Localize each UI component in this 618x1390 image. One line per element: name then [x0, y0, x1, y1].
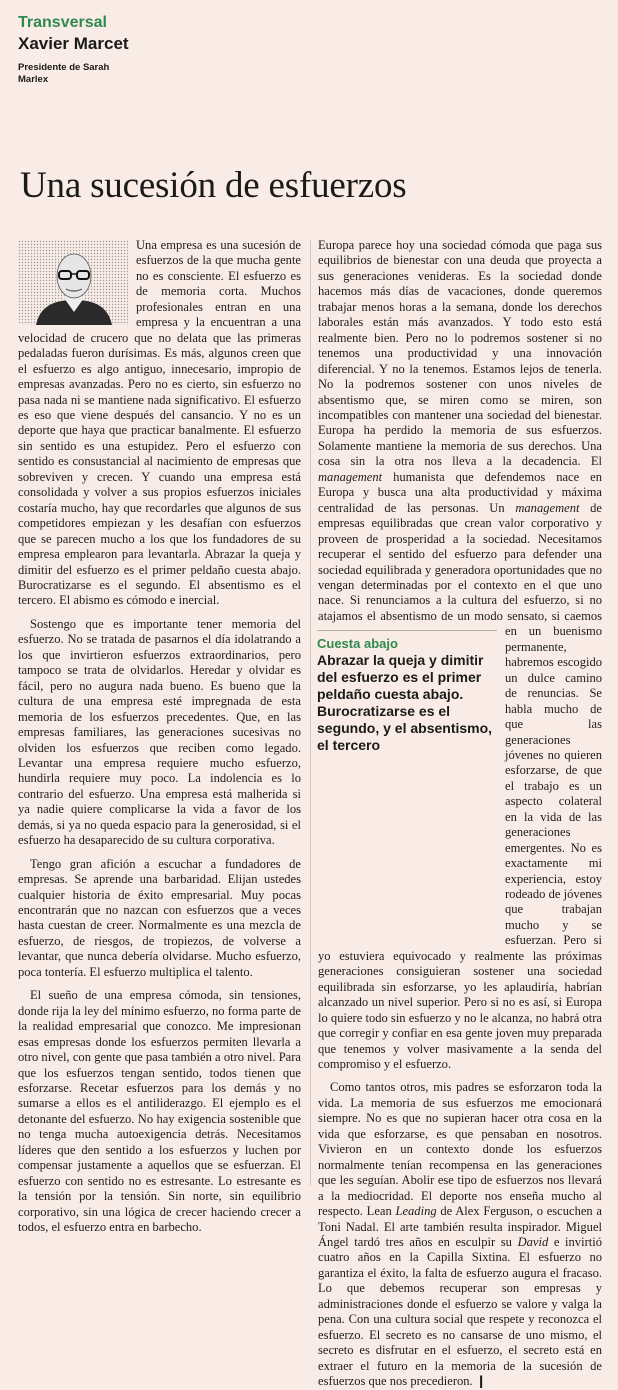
paragraph: El sueño de una empresa cómoda, sin tensiones, donde rija la ley del mínimo esfuerzo, no forma parte de la realidad empresarial que conozco. Me impresionan esas empresas donde los esfuerzos permiten llevarla a otro nivel, con gente que pasa también a otro nivel. Para que los esfuerzos tengan sentido, todos tienen que esforzarse. Recetar esfuerzos para los demás y no sumarse a ellos es el antiliderazgo. El ejemplo es el detonante del esfuerzo. No hay exigencia sostenible que no tenga mucha autoexigencia detrás. Necesitamos líderes que den sentido a los esfuerzos y luchen por compensar justamente a aquellos que se esfuerzan. El esfuerzo con sentido no es estresante. Lo estresante es la tensión por la tensión. Sin norte, sin equilibrio corporativo, sin una lógica de crecer haciendo crecer a todos, el esfuerzo entra en barbecho. [18, 988, 301, 1235]
section-label: Transversal [18, 14, 107, 31]
pull-quote-label: Cuesta abajo [317, 630, 497, 652]
pull-quote-text: Abrazar la queja y dimitir del esfuerzo es el primer peldaño cuesta abajo. Burocratizarse es el segundo, y el absentismo, el tercero [317, 652, 493, 754]
paragraph: Como tantos otros, mis padres se esforzaron toda la vida. La memoria de sus esfuerzos me emocionará siempre. No es que no supieran hacer otra cosa en la vida que esforzarse, es que pensaban en nosotros. Vivieron en un contexto donde los esfuerzos normalmente tenían recompensa en las generaciones que les seguían. Abolir ese tipo de esfuerzos nos llevará a la mediocridad. El deporte nos enseña mucho al respecto. Lean Leading de Alex Ferguson, o escuchen a Toni Nadal. El arte también resulta inspirador. Miguel Ángel tardó tres años en esculpir su David e invirtió cuatro años en la Capilla Sixtina. El esfuerzo no garantiza el éxito, la falta de esfuerzo augura el fracaso. Lo que debemos recuperar son empresas y administraciones donde el esfuerzo se valore y valga la pena. Con una cultura social que respete y reconozca el esfuerzo. El secreto es no cansarse de uno mismo, el secreto es disfrutar en el esfuerzo, el secreto está en extraer el futuro en la memoria de la sucesión de esfuerzos que nos precedieron. ❙ [318, 1080, 602, 1389]
paragraph: Tengo gran afición a escuchar a fundadores de empresas. Se aprende una barbaridad. Elijan ustedes cualquier historia de éxito empresarial. Muy pocas encontrarán que no nazcan con esfuerzos que a veces hasta cuestan de creer. Normalmente es una mezcla de esfuerzo, de riesgos, de tropiezos, de volverse a levantar, que nunca debería olvidarse. Mucho esfuerzo, poca tontería. El esfuerzo multiplica el talento. [18, 856, 301, 979]
paragraph: Una empresa es una sucesión de esfuerzos de la que mucha gente no es consciente. El esfuerzo es de memoria corta. Muchos profesionales entran en una empresa y la encuentran a una velocidad de crucero que no delata que las primeras pedaladas fueron durísimas. Es más, algunos creen que el esfuerzo es algo antiguo, innecesario, impropio de empresas avanzadas. Pero no es cierto, sin esfuerzo no pasa nada ni se mantiene nada significativo. El esfuerzo es eso que viene después del cansancio. Y no es un deporte que haya que practicar banalmente. El esfuerzo sin sentido es una estupidez. Pero el esfuerzo con sentido es consustancial al nacimiento de empresas que sobreviven y crecen. Y cuando una empresa está consolidada y volver a sus propios esfuerzos iniciales costaría mucho, hay que recordarles que algunos de sus competidores empiezan y les desafían con esfuerzos que se parecen mucho a los que los fundadores de su empresa emplearon para levantarla. Abrazar la queja y dimitir del esfuerzo es el primer peldaño cuesta abajo. Burocratizarse es el segundo. El absentismo es el tercero. El abismo es cómodo e inercial. [18, 238, 301, 608]
column-divider [310, 240, 311, 1185]
left-column [18, 238, 301, 1236]
author-photo [18, 240, 128, 325]
pull-quote [317, 630, 497, 930]
paragraph: Europa parece hoy una sociedad cómoda que paga sus equilibrios de bienestar con una deuda que proyecta a sus generaciones venideras. Es la sociedad donde hacemos más días de vacaciones, donde queremos trabajar menos horas a la semana, donde los derechos laborales están más avanzados. Y todo esto está realmente bien. Pero no lo podremos sostener si no tenemos una productividad y una innovación diferencial. Y no la tenemos. Estamos lejos de tenerla. No la podremos sostener con unos niveles de absentismo que, se miren como se miren, son incompatibles con mantener una sociedad del bienestar. Europa ha perdido la memoria de sus esfuerzos. Solamente mantiene la memoria de sus derechos. Una cosa sin la otra nos lleva a la decadencia. El management humanista que defendemos nace en Europa y busca una alta productividad y máxima centralidad de las personas. Un management de empresas equilibradas que crean valor corporativo y proveen de prosperidad a la sociedad. Necesitamos recuperar el sentido del esfuerzo para defender una sociedad equilibrada y generadora oportunidades que no vengan determinadas por el contexto en el que uno nace. Si renunciamos a la cultura del esfuerzo, si no atajamos el absentismo de un modo sensato, si caemos en un buenismo Cuesta abajo Abrazar la queja y dimitir del esfuerzo es el primer peldaño cuesta abajo. Burocratizarse es el segundo, y el absentismo, el tercero permanente, habremos escogido un dulce camino de renuncias. Se habla mucho de que las generaciones jóvenes no quieren esforzarse, de que el trabajo es un aspecto colateral en la vida de las generaciones emergentes. No es exactamente mi experiencia, estoy rodeado de jóvenes que trabajan mucho y se esfuerzan. Pero si yo estuviera equivocado y realmente las próximas generaciones consiguieran sostener una sociedad equilibrada sin esforzarse, yo les aplaudiría, habrían alcanzado un nivel superior. Pero si no es así, si Europa lo quiere todo sin esfuerzo y no le alcanza, no habrá otra que corregir y confiar en esa gente joven muy preparada que tenemos y volver masivamente a la senda del compromiso y el esfuerzo. [317, 238, 602, 1072]
headline: Una sucesión de esfuerzos [20, 165, 407, 206]
right-column [318, 238, 602, 1390]
paragraph: Sostengo que es importante tener memoria del esfuerzo. No se tratada de pasarnos el día idolatrando a los que invirtieron esfuerzos extraordinarios, pero tampoco se trata de olvidarlos. Heredar y olvidar es fácil, pero no augura nada bueno. Es bueno que la cultura de una empresa esté impregnada de esta memoria de los esfuerzos precedentes. Que, en las empresas familiares, las generaciones sucesivas no olviden los esfuerzos que reciben como legado. Levantar una empresa requiere mucho esfuerzo, hundirla requiere muy poco. La indolencia es lo contrario del esfuerzo. Una empresa está malherida si ya nadie quiere complicarse la vida a favor de los demás, si ya no queda espacio para la generosidad, si el esfuerzo ha desaparecido de su cultura corporativa. [18, 616, 301, 848]
author-name: Xavier Marcet [18, 34, 129, 53]
author-role: Presidente de Sarah Marlex [18, 62, 110, 85]
